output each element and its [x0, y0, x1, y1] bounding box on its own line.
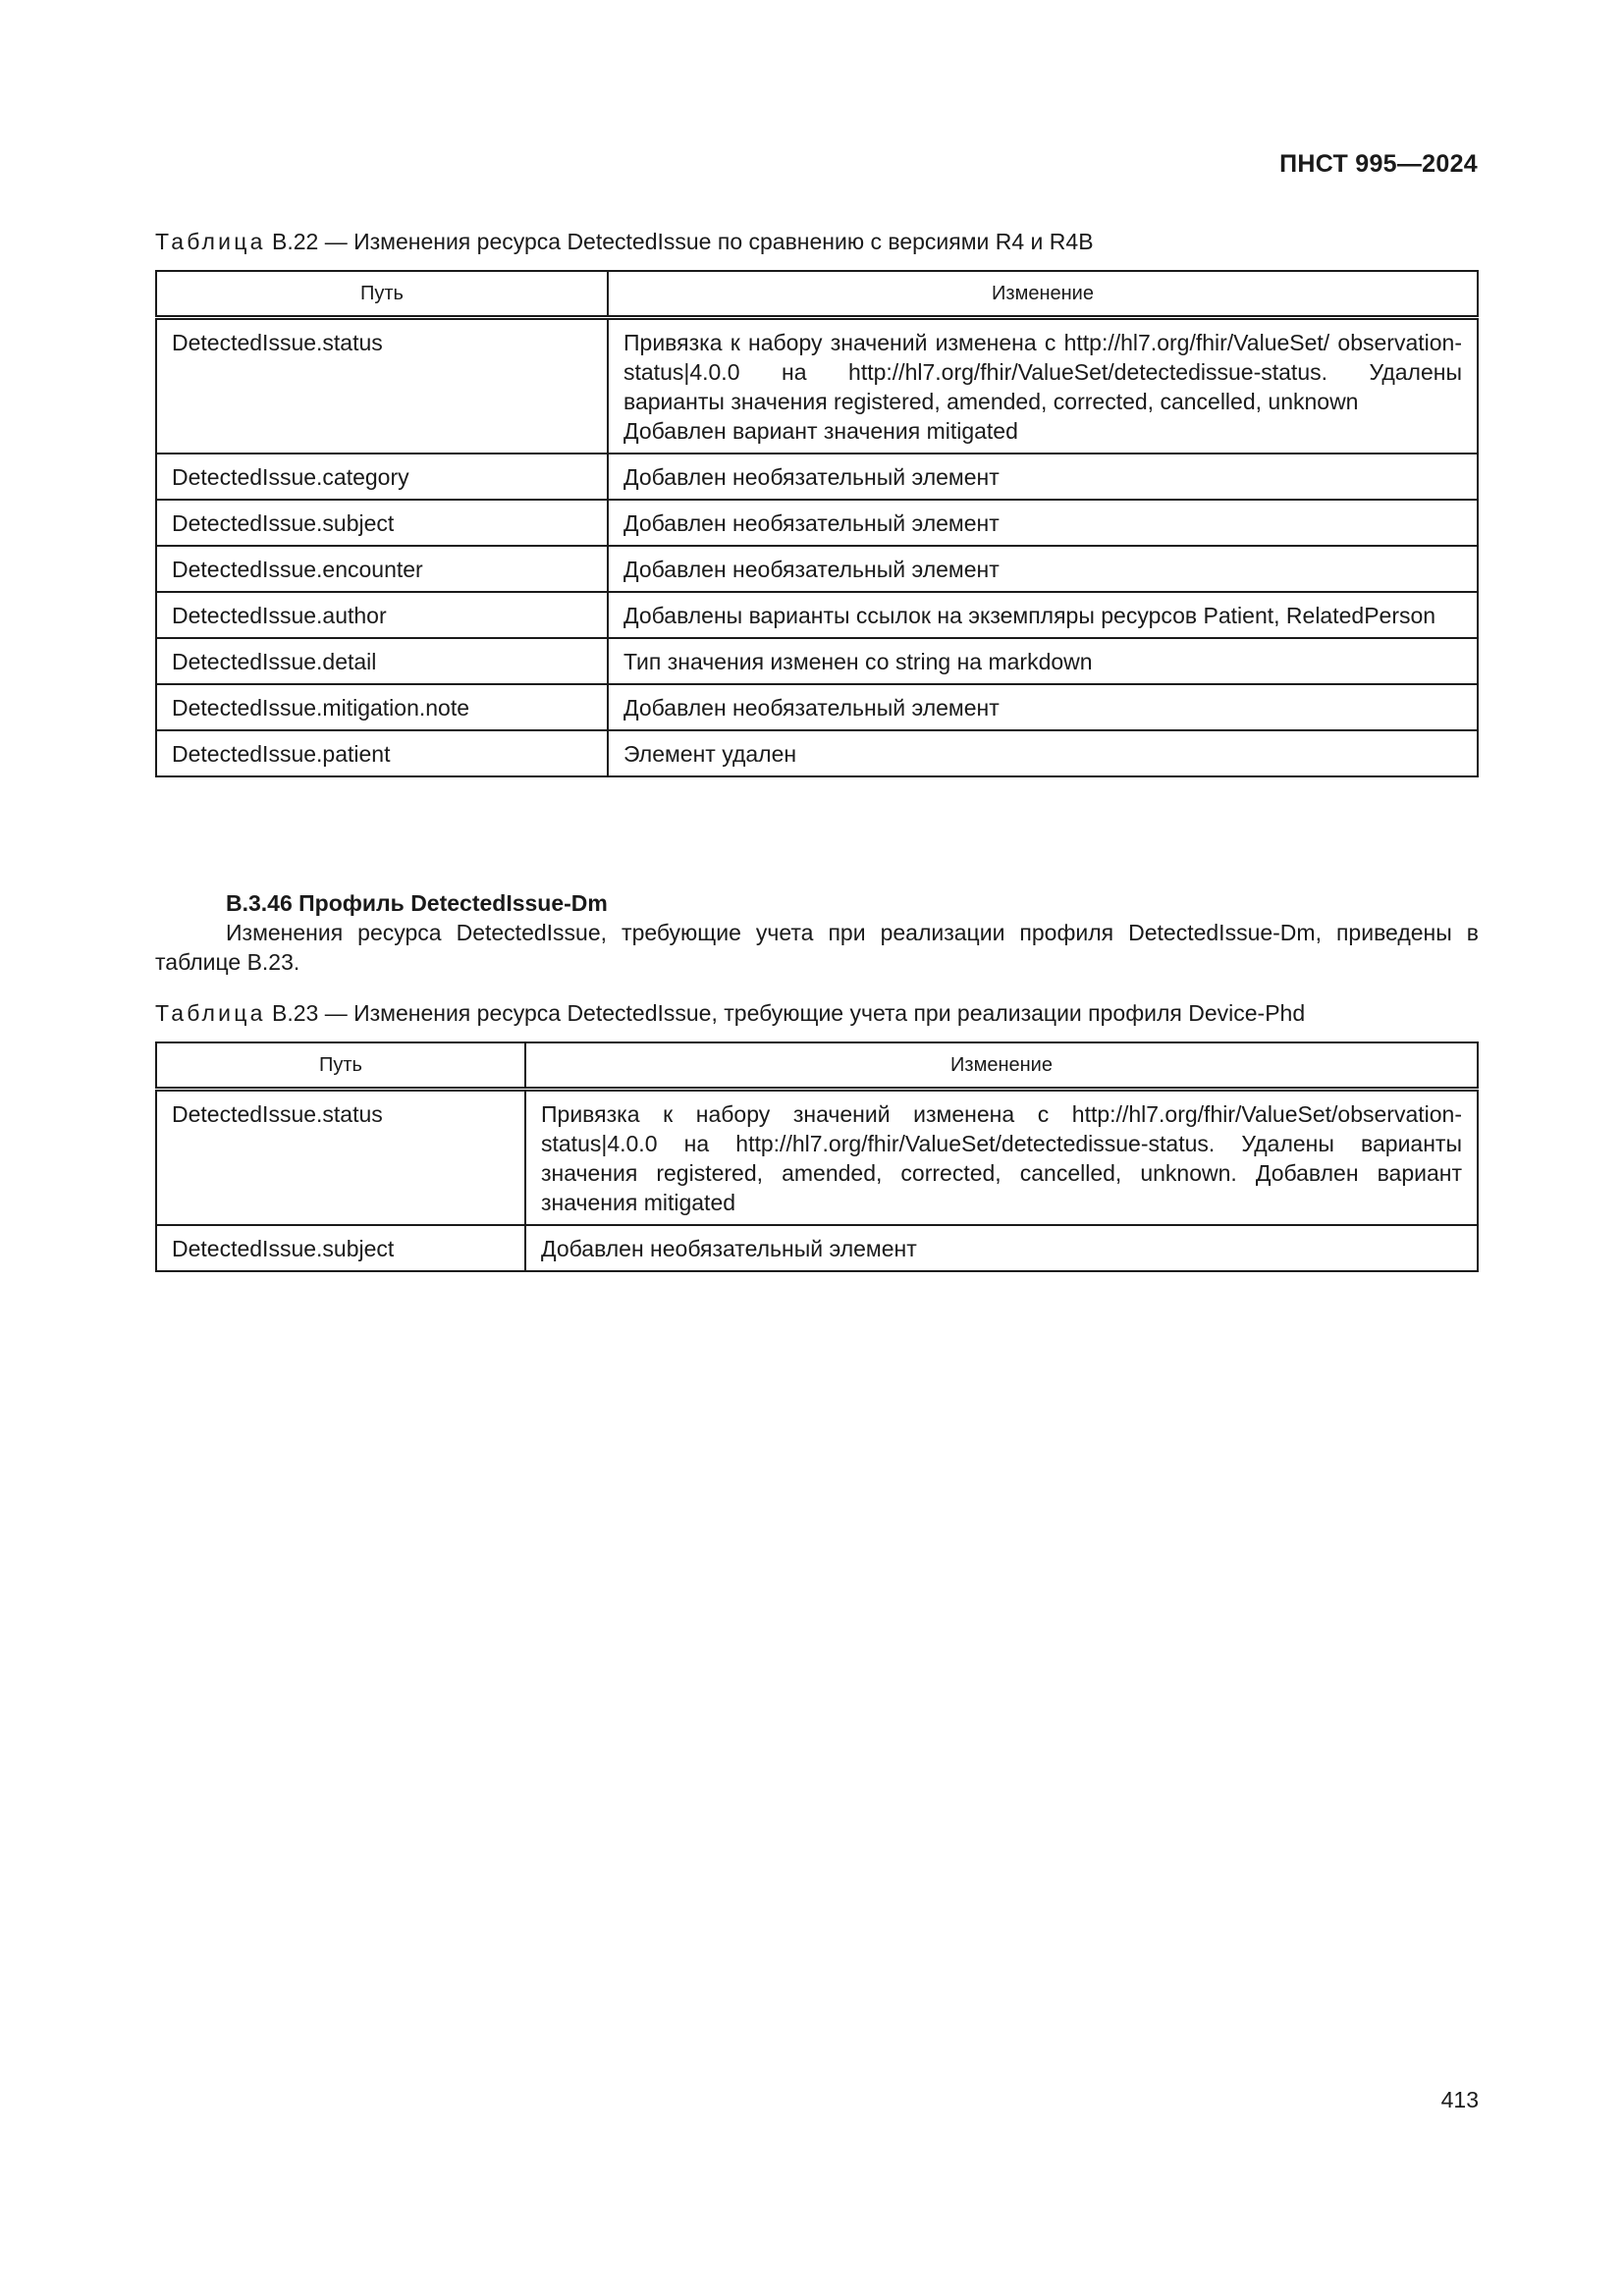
change-cell: Добавлен необязательный элемент — [608, 546, 1478, 592]
change-cell: Добавлен необязательный элемент — [608, 684, 1478, 730]
column-header-path: Путь — [156, 1042, 525, 1090]
table-row — [156, 500, 1478, 546]
path-cell: DetectedIssue.category — [156, 454, 608, 500]
column-header-path: Путь — [156, 271, 608, 318]
table-caption-prefix: Таблица — [155, 1000, 266, 1026]
path-cell: DetectedIssue.status — [156, 318, 608, 454]
table-row — [156, 318, 1478, 454]
table-caption-text: В.23 — Изменения ресурса DetectedIssue, требующие учета при реализации профиля Device-Phd — [265, 1000, 1306, 1026]
table-caption — [155, 227, 1094, 256]
change-cell: Добавлен необязательный элемент — [608, 500, 1478, 546]
page-number: 413 — [1440, 2087, 1479, 2112]
path-cell: DetectedIssue.patient — [156, 730, 608, 776]
path-cell: DetectedIssue.subject — [156, 1225, 525, 1271]
table-row — [156, 684, 1478, 730]
changes-table-b22 — [155, 270, 1479, 777]
document-code: ПНСТ 995—2024 — [1279, 150, 1478, 178]
section-heading: В.3.46 Профиль DetectedIssue-Dm — [226, 890, 608, 916]
path-cell: DetectedIssue.mitigation.note — [156, 684, 608, 730]
column-header-change: Изменение — [608, 271, 1478, 318]
table-caption-text: В.22 — Изменения ресурса DetectedIssue по сравнению с версиями R4 и R4B — [265, 229, 1094, 254]
column-header-change: Изменение — [525, 1042, 1478, 1090]
change-cell: Привязка к набору значений изменена с http://hl7.org/fhir/ValueSet/ observation-status|4.0.0 на http://hl7.org/fhir/ValueSet/detectedissue-status. Удалены варианты значения registered, amended, corrected, cancelled, unknown Добавлен вариант значения mitigated — [608, 318, 1478, 454]
changes-table-b23 — [155, 1041, 1479, 1272]
table-row — [156, 638, 1478, 684]
change-cell: Добавлены варианты ссылок на экземпляры ресурсов Patient, RelatedPerson — [608, 592, 1478, 638]
table-caption-prefix: Таблица — [155, 229, 266, 254]
path-cell: DetectedIssue.subject — [156, 500, 608, 546]
table-row — [156, 454, 1478, 500]
table-caption — [155, 998, 1305, 1028]
table-row — [156, 1090, 1478, 1226]
path-cell: DetectedIssue.encounter — [156, 546, 608, 592]
change-cell: Добавлен необязательный элемент — [525, 1225, 1478, 1271]
table-row — [156, 546, 1478, 592]
path-cell: DetectedIssue.status — [156, 1090, 525, 1226]
path-cell: DetectedIssue.detail — [156, 638, 608, 684]
table-row — [156, 1225, 1478, 1271]
change-cell: Добавлен необязательный элемент — [608, 454, 1478, 500]
table-row — [156, 592, 1478, 638]
change-cell: Элемент удален — [608, 730, 1478, 776]
table-header-row — [156, 271, 1478, 318]
path-cell: DetectedIssue.author — [156, 592, 608, 638]
change-cell: Тип значения изменен со string на markdown — [608, 638, 1478, 684]
table-row — [156, 730, 1478, 776]
section-paragraph: Изменения ресурса DetectedIssue, требующие учета при реализации профиля DetectedIssue-Dm, приведены в таблице В.23. — [155, 920, 1479, 975]
change-cell: Привязка к набору значений изменена с http://hl7.org/fhir/ValueSet/observation-status|4.0.0 на http://hl7.org/fhir/ValueSet/detectedissue-status. Удалены варианты значения registered, amended, corrected, cancelled, unknown. Добавлен вариант значения mitigated — [525, 1090, 1478, 1226]
table-header-row — [156, 1042, 1478, 1090]
